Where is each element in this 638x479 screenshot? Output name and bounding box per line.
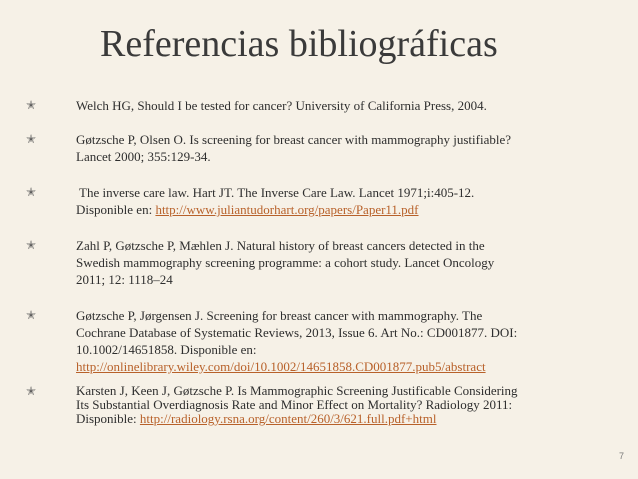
reference-text: Welch HG, Should I be tested for cancer? University of California Press, 2004.	[76, 98, 487, 113]
reference-link[interactable]: http://www.juliantudorhart.org/papers/Paper11.pdf	[155, 202, 419, 217]
star-icon: ✭	[26, 98, 37, 112]
link-prefix: Disponible en:	[76, 202, 156, 217]
star-icon: ✭	[26, 238, 37, 252]
reference-link[interactable]: http://radiology.rsna.org/content/260/3/621.full.pdf+html	[139, 411, 437, 426]
star-icon: ✭	[26, 185, 37, 199]
reference-text: Zahl P, Gøtzsche P, Mæhlen J. Natural history of breast cancers detected in the Swedish mammography screening programme: a cohort study. Lancet Oncology 2011; 12: 1118–24	[76, 238, 495, 287]
reference-text: Gøtzsche P, Jørgensen J. Screening for breast cancer with mammography. The Cochrane Database of Systematic Reviews, 2013, Issue 6. Art No.: CD001877. DOI: 10.1002/14651858. Disponible en: http://onlinelibrary.wiley.com/doi/10.1002/14651858.CD001877.pub5/abstract	[76, 308, 518, 374]
page-number: 7	[618, 451, 624, 461]
star-icon: ✭	[26, 308, 37, 322]
reference-text: Karsten J, Keen J, Gøtzsche P. Is Mammographic Screening Justificable Considering Its Substantial Overdiagnosis Rate and Minor Effect on Mortality? Radiology 2011: Disponible: http://radiology.rsna.org/content/260/3/621.full.pdf+html	[76, 383, 518, 426]
slide-title: Referencias bibliográficas	[100, 23, 498, 65]
reference-link[interactable]: http://onlinelibrary.wiley.com/doi/10.1002/14651858.CD001877.pub5/abstract	[76, 359, 486, 374]
star-icon: ✭	[26, 384, 37, 398]
star-icon: ✭	[26, 132, 37, 146]
link-prefix: Disponible:	[76, 411, 140, 426]
reference-text: The inverse care law. Hart JT. The Inverse Care Law. Lancet 1971;i:405-12. Disponible en: http://www.juliantudorhart.org/papers/Paper11.pdf	[76, 185, 475, 217]
reference-text: Gøtzsche P, Olsen O. Is screening for breast cancer with mammography justifiable? Lancet 2000; 355:129-34.	[76, 132, 512, 164]
